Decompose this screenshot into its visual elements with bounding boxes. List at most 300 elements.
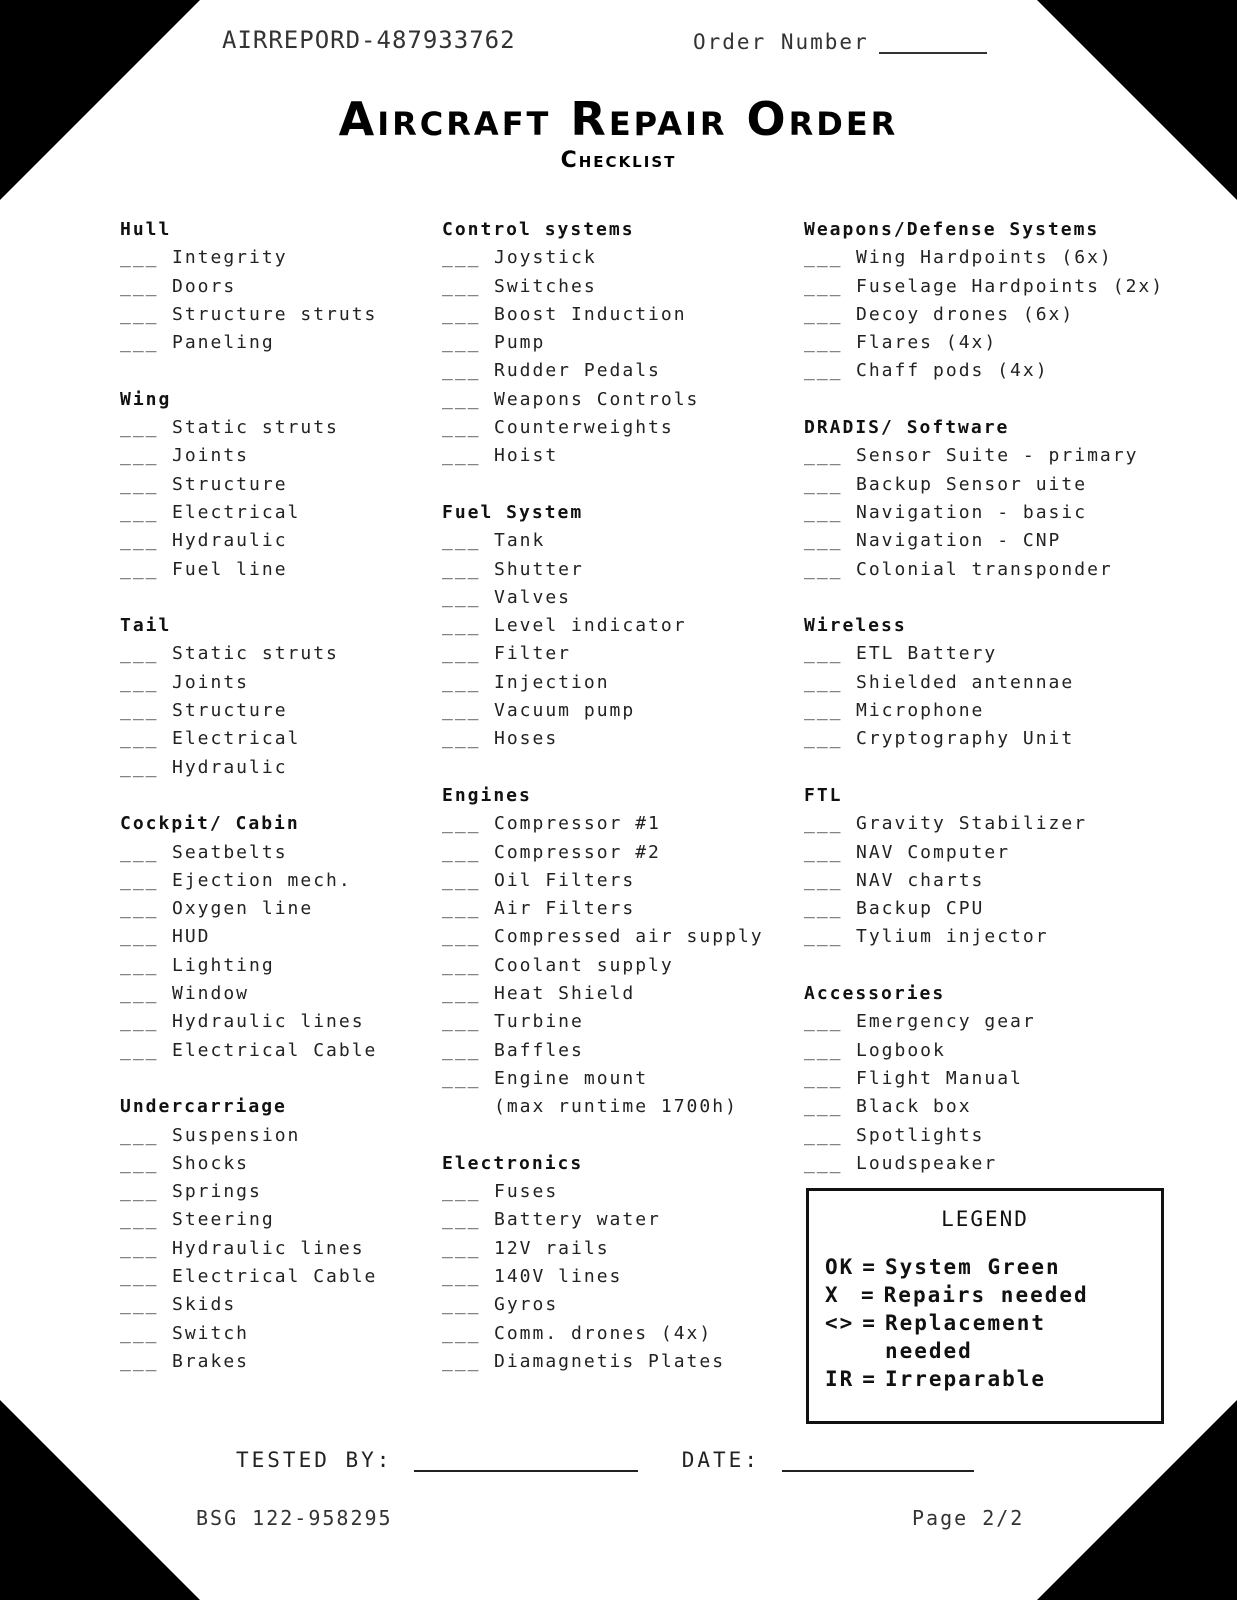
checklist-item[interactable] [120,754,420,782]
checklist-item[interactable] [442,839,787,867]
checklist-item[interactable] [804,810,1204,838]
corner-decoration-bottom-right [1037,1400,1237,1600]
checklist-item-label: Logbook [856,1039,946,1061]
checklist-item[interactable] [120,1037,420,1065]
checklist-item[interactable] [442,810,787,838]
check-blank[interactable]: ___ [804,926,843,948]
checklist-item-label: Hydraulic lines [172,1011,365,1033]
checklist-item[interactable] [804,669,1204,697]
check-blank[interactable]: ___ [804,501,843,523]
checklist-item-label: Fuel line [172,558,288,580]
check-blank[interactable]: ___ [120,530,159,552]
checklist-item[interactable] [120,697,420,725]
checklist-item-label: Vacuum pump [494,700,636,722]
checklist-item-label: Compressed air supply [494,926,764,948]
checklist-item[interactable] [120,471,420,499]
checklist-item[interactable] [442,669,787,697]
date-line [782,1450,974,1472]
checklist-item[interactable] [120,1263,420,1291]
checklist-item[interactable] [120,1206,420,1234]
checklist-item-label: ETL Battery [856,643,998,665]
checklist-item-label: Hydraulic lines [172,1237,365,1259]
checklist-item[interactable] [120,980,420,1008]
checklist-item[interactable] [120,1008,420,1036]
checklist-item[interactable] [804,839,1204,867]
check-blank[interactable]: ___ [804,303,843,325]
checklist-item-label: Electrical [172,501,301,523]
checklist-item-label: Springs [172,1181,262,1203]
checklist-item-label: Brakes [172,1350,250,1372]
checklist-item[interactable] [442,527,787,555]
section-heading: Cockpit/ Cabin [120,813,300,835]
checklist-item[interactable] [120,329,420,357]
checklist-item-label: Structure struts [172,303,378,325]
checklist-item-label: Tylium injector [856,926,1049,948]
check-blank[interactable]: ___ [442,530,481,552]
check-blank[interactable]: ___ [442,700,481,722]
checklist-item[interactable] [120,923,420,951]
legend-row [825,1281,1155,1309]
check-blank[interactable]: ___ [120,869,159,891]
check-blank[interactable]: ___ [804,558,843,580]
page-number: Page 2/2 [912,1506,1025,1530]
check-blank[interactable]: ___ [442,445,481,467]
check-blank[interactable]: ___ [120,1237,159,1259]
check-blank[interactable]: ___ [442,1039,481,1061]
checklist-item[interactable] [442,414,787,442]
legend-meaning: Replacement needed [884,1311,1047,1363]
check-blank[interactable]: ___ [120,445,159,467]
checklist-item-label: Hoist [494,445,559,467]
checklist-item-label: Diamagnetis Plates [494,1350,726,1372]
checklist-item[interactable] [442,357,787,385]
checklist-item-label: Comm. drones (4x) [494,1322,713,1344]
checklist-section [442,216,787,471]
checklist-section [804,612,1204,753]
check-blank[interactable]: ___ [804,700,843,722]
checklist-item-label: Navigation - CNP [856,530,1062,552]
check-blank[interactable]: ___ [804,247,843,269]
checklist-item-label: Joystick [494,247,597,269]
checklist-item[interactable] [804,273,1204,301]
checklist-section [804,414,1204,584]
checklist-item[interactable] [442,980,787,1008]
checklist-section [120,216,420,357]
check-blank[interactable]: ___ [804,1011,843,1033]
checklist-item-label: Navigation - basic [856,501,1088,523]
check-blank[interactable]: ___ [442,360,481,382]
legend-title: LEGEND [941,1207,1029,1231]
check-blank[interactable]: ___ [120,1350,159,1372]
checklist-item-label: Gravity Stabilizer [856,813,1088,835]
checklist-item[interactable] [120,414,420,442]
checklist-item[interactable] [120,527,420,555]
checklist-item-label: Coolant supply [494,954,674,976]
check-blank[interactable]: ___ [804,813,843,835]
checklist-item-label: Microphone [856,700,985,722]
check-blank[interactable]: ___ [442,1265,481,1287]
section-heading: Electronics [442,1152,584,1174]
checklist-item-label: Static struts [172,643,339,665]
checklist-item[interactable] [442,640,787,668]
check-blank[interactable]: ___ [804,1096,843,1118]
checklist-item[interactable] [442,1037,787,1065]
check-blank[interactable]: ___ [120,417,159,439]
checklist-item[interactable] [804,1065,1204,1093]
document-id: AIRREPORD-487933762 [222,26,516,54]
checklist-item-label: Steering [172,1209,275,1231]
checklist-item[interactable] [442,697,787,725]
check-blank[interactable]: ___ [120,898,159,920]
checklist-item[interactable] [804,471,1204,499]
checklist-item[interactable] [120,839,420,867]
check-blank[interactable]: ___ [442,558,481,580]
check-blank[interactable]: ___ [120,954,159,976]
legend-equals: = [861,1283,876,1307]
check-blank[interactable]: ___ [120,1181,159,1203]
check-blank[interactable]: ___ [804,473,843,495]
checklist-item-label: Hoses [494,728,559,750]
checklist-item[interactable] [120,1291,420,1319]
checklist-item[interactable] [120,867,420,895]
checklist-item[interactable] [120,556,420,584]
check-blank[interactable]: ___ [442,813,481,835]
check-blank[interactable]: ___ [120,473,159,495]
check-blank[interactable]: ___ [442,1237,481,1259]
checklist-item[interactable] [442,273,787,301]
checklist-item[interactable] [120,640,420,668]
check-blank[interactable]: ___ [120,700,159,722]
checklist-item-label: Lighting [172,954,275,976]
legend-meaning: Irreparable [884,1367,1047,1391]
check-blank[interactable]: ___ [442,332,481,354]
check-blank[interactable]: ___ [120,1039,159,1061]
check-blank[interactable]: ___ [120,1294,159,1316]
checklist-item-label: Compressor #2 [494,841,661,863]
checklist-item-label: Filter [494,643,572,665]
checklist-item[interactable] [804,697,1204,725]
checklist-item[interactable] [804,1150,1204,1178]
section-heading: Hull [120,219,172,240]
checklist-item-label: Joints [172,671,250,693]
check-blank[interactable]: ___ [120,303,159,325]
check-blank[interactable]: ___ [120,1124,159,1146]
checklist-item-label: Tank [494,530,546,552]
checklist-item[interactable] [442,386,787,414]
check-blank[interactable]: ___ [804,1152,843,1174]
checklist-item-label: Seatbelts [172,841,288,863]
order-number-blank [879,34,987,54]
checklist-item[interactable] [442,895,787,923]
check-blank[interactable]: ___ [120,275,159,297]
checklist-item[interactable] [442,329,787,357]
checklist-column-3 [804,216,1204,1206]
checklist-item[interactable] [120,1150,420,1178]
checklist-item[interactable] [120,442,420,470]
checklist-section [804,216,1204,386]
check-blank[interactable]: ___ [120,643,159,665]
checklist-item-label: Backup Sensor uite [856,473,1088,495]
checklist-item-label: NAV charts [856,869,985,891]
check-blank[interactable]: ___ [120,558,159,580]
checklist-item[interactable] [442,1320,787,1348]
check-blank[interactable]: ___ [120,332,159,354]
check-blank[interactable]: ___ [804,332,843,354]
checklist-item[interactable] [804,895,1204,923]
check-blank[interactable]: ___ [120,1209,159,1231]
checklist-section [804,782,1204,952]
checklist-item-label: Flight Manual [856,1067,1023,1089]
checklist-item[interactable] [804,867,1204,895]
check-blank[interactable]: ___ [442,898,481,920]
legend-code: OK [825,1255,855,1279]
checklist-item[interactable] [120,1235,420,1263]
checklist-item[interactable] [804,329,1204,357]
checklist-item[interactable] [442,584,787,612]
check-blank[interactable]: ___ [804,1039,843,1061]
checklist-item-label: Emergency gear [856,1011,1036,1033]
checklist-item-label: Fuselage Hardpoints (2x) [856,275,1165,297]
checklist-section [120,810,420,1065]
checklist-item[interactable] [442,1291,787,1319]
checklist-item-label: Joints [172,445,250,467]
checklist-item-label: Boost Induction [494,303,687,325]
section-heading: DRADIS/ Software [804,417,1010,439]
order-number-field [693,30,987,54]
check-blank[interactable]: ___ [442,1294,481,1316]
checklist-item[interactable] [804,527,1204,555]
legend-equals: = [862,1255,877,1279]
check-blank[interactable]: ___ [442,954,481,976]
checklist-item-label: Shielded antennae [856,671,1075,693]
section-heading: Wireless [804,615,907,637]
checklist-item[interactable] [442,952,787,980]
checklist-item-label: Battery water [494,1209,661,1231]
signature-block [236,1448,974,1472]
checklist-item-label: Suspension [172,1124,301,1146]
checklist-item[interactable] [804,1037,1204,1065]
checklist-item[interactable] [442,244,787,272]
check-blank[interactable]: ___ [442,869,481,891]
check-blank[interactable]: ___ [442,926,481,948]
check-blank[interactable]: ___ [442,1181,481,1203]
checklist-item-label: Air Filters [494,898,636,920]
tested-by-line [414,1450,638,1472]
checklist-item[interactable] [120,301,420,329]
checklist-item-label: Wing Hardpoints (6x) [856,247,1113,269]
page-title: Aircraft Repair Order [338,92,899,146]
checklist-item[interactable] [120,895,420,923]
footer-reference: BSG 122-958295 [196,1506,393,1530]
checklist-item[interactable] [442,1263,787,1291]
check-blank[interactable]: ___ [804,445,843,467]
checklist-item[interactable] [442,1206,787,1234]
checklist-item[interactable] [120,244,420,272]
check-blank[interactable]: ___ [804,530,843,552]
section-heading: Weapons/Defense Systems [804,219,1100,240]
checklist-item[interactable] [442,1065,787,1093]
checklist-item[interactable] [804,556,1204,584]
checklist-item[interactable] [120,952,420,980]
check-blank[interactable]: ___ [804,1124,843,1146]
checklist-item[interactable] [804,442,1204,470]
checklist-item-label: Structure [172,700,288,722]
legend-code: <> [825,1311,855,1335]
checklist-item[interactable] [804,1122,1204,1150]
checklist-item[interactable] [442,556,787,584]
checklist-item-label: Pump [494,332,546,354]
check-blank[interactable]: ___ [442,615,481,637]
checklist-item[interactable] [120,1320,420,1348]
legend-row [825,1365,1155,1393]
check-blank[interactable]: ___ [804,360,843,382]
checklist-item-label: Doors [172,275,237,297]
section-heading: FTL [804,784,843,806]
checklist-item-label: Static struts [172,417,339,439]
check-blank[interactable]: ___ [804,1067,843,1089]
checklist-item[interactable] [804,1008,1204,1036]
checklist-item-label: Valves [494,586,572,608]
checklist-section [442,782,787,1122]
check-blank[interactable]: ___ [442,586,481,608]
checklist-item[interactable] [804,499,1204,527]
check-blank[interactable]: ___ [120,501,159,523]
checklist-item[interactable] [804,640,1204,668]
tested-by-label: TESTED BY: [236,1448,393,1472]
check-blank[interactable]: ___ [120,1322,159,1344]
checklist-item-note: (max runtime 1700h) [494,1096,738,1118]
check-blank[interactable]: ___ [442,1067,481,1089]
check-blank[interactable]: ___ [442,388,481,410]
check-blank[interactable]: ___ [804,869,843,891]
checklist-item-label: Electrical Cable [172,1265,378,1287]
checklist-item[interactable] [804,725,1204,753]
checklist-item[interactable] [804,301,1204,329]
checklist-item-label: Decoy drones (6x) [856,303,1075,325]
check-blank[interactable]: ___ [804,275,843,297]
check-blank[interactable]: ___ [804,643,843,665]
checklist-item-label: Chaff pods (4x) [856,360,1049,382]
checklist-item[interactable] [120,499,420,527]
checklist-item[interactable] [804,1093,1204,1121]
checklist-item-label: Black box [856,1096,972,1118]
check-blank[interactable]: ___ [442,303,481,325]
checklist-item-label: Engine mount [494,1067,649,1089]
check-blank[interactable]: ___ [120,1152,159,1174]
check-blank[interactable]: ___ [442,275,481,297]
check-blank[interactable]: ___ [120,983,159,1005]
section-heading: Fuel System [442,501,584,523]
checklist-item[interactable] [120,1122,420,1150]
checklist-item[interactable] [442,301,787,329]
check-blank[interactable]: ___ [442,728,481,750]
check-blank[interactable]: ___ [442,983,481,1005]
checklist-item-label: 12V rails [494,1237,610,1259]
checklist-item-label: Colonial transponder [856,558,1113,580]
checklist-item[interactable] [442,725,787,753]
checklist-section [804,980,1204,1178]
checklist-item-label: Ejection mech. [172,869,352,891]
check-blank[interactable]: ___ [442,841,481,863]
checklist-item-label: 140V lines [494,1265,623,1287]
checklist-item-label: Injection [494,671,610,693]
checklist-item[interactable] [804,923,1204,951]
checklist-item[interactable] [442,923,787,951]
checklist-item[interactable] [120,725,420,753]
checklist-item[interactable] [120,1178,420,1206]
checklist-column-1 [120,216,420,1404]
checklist-item[interactable] [442,867,787,895]
check-blank[interactable]: ___ [804,728,843,750]
check-blank[interactable]: ___ [442,1350,481,1372]
checklist-item-label: NAV Computer [856,841,1011,863]
check-blank[interactable]: ___ [804,898,843,920]
check-blank[interactable]: ___ [442,671,481,693]
checklist-item[interactable] [442,1178,787,1206]
check-blank[interactable]: ___ [120,728,159,750]
check-blank[interactable]: ___ [120,247,159,269]
check-blank[interactable]: ___ [804,841,843,863]
check-blank[interactable]: ___ [442,1322,481,1344]
checklist-item-label: Electrical [172,728,301,750]
checklist-column-2 [442,216,787,1404]
checklist-item-label: Turbine [494,1011,584,1033]
check-blank[interactable]: ___ [804,671,843,693]
checklist-item-label: Electrical Cable [172,1039,378,1061]
section-heading: Wing [120,388,172,410]
check-blank[interactable]: ___ [120,841,159,863]
checklist-item[interactable] [442,442,787,470]
checklist-item-label: Skids [172,1294,237,1316]
checklist-item-label: Fuses [494,1181,559,1203]
checklist-item-label: Loudspeaker [856,1152,998,1174]
check-blank[interactable]: ___ [120,671,159,693]
checklist-item[interactable] [804,357,1204,385]
checklist-item[interactable] [442,1235,787,1263]
checklist-item-label: Shocks [172,1152,250,1174]
checklist-item-label: Gyros [494,1294,559,1316]
checklist-item-label: Cryptography Unit [856,728,1075,750]
checklist-item-label: Shutter [494,558,584,580]
checklist-item[interactable] [442,1348,787,1376]
checklist-item[interactable] [120,273,420,301]
check-blank[interactable]: ___ [120,756,159,778]
check-blank[interactable]: ___ [120,926,159,948]
checklist-item-label: Heat Shield [494,983,636,1005]
checklist-item-label: Counterweights [494,417,674,439]
checklist-item[interactable] [120,669,420,697]
checklist-item-label: Structure [172,473,288,495]
checklist-item-label: Level indicator [494,615,687,637]
checklist-item-label: Paneling [172,332,275,354]
checklist-section [120,1093,420,1376]
check-blank[interactable]: ___ [120,1265,159,1287]
legend-meaning: System Green [884,1255,1061,1279]
check-blank[interactable]: ___ [442,1209,481,1231]
checklist-item[interactable] [804,244,1204,272]
checklist-item-label: Hydraulic [172,530,288,552]
checklist-item[interactable] [442,612,787,640]
check-blank[interactable]: ___ [442,1011,481,1033]
check-blank[interactable]: ___ [120,1011,159,1033]
check-blank[interactable]: ___ [442,643,481,665]
checklist-item[interactable] [120,1348,420,1376]
checklist-item[interactable] [442,1008,787,1036]
check-blank[interactable]: ___ [442,247,481,269]
check-blank[interactable]: ___ [442,417,481,439]
checklist-section [120,612,420,782]
checklist-item-label: Switch [172,1322,250,1344]
